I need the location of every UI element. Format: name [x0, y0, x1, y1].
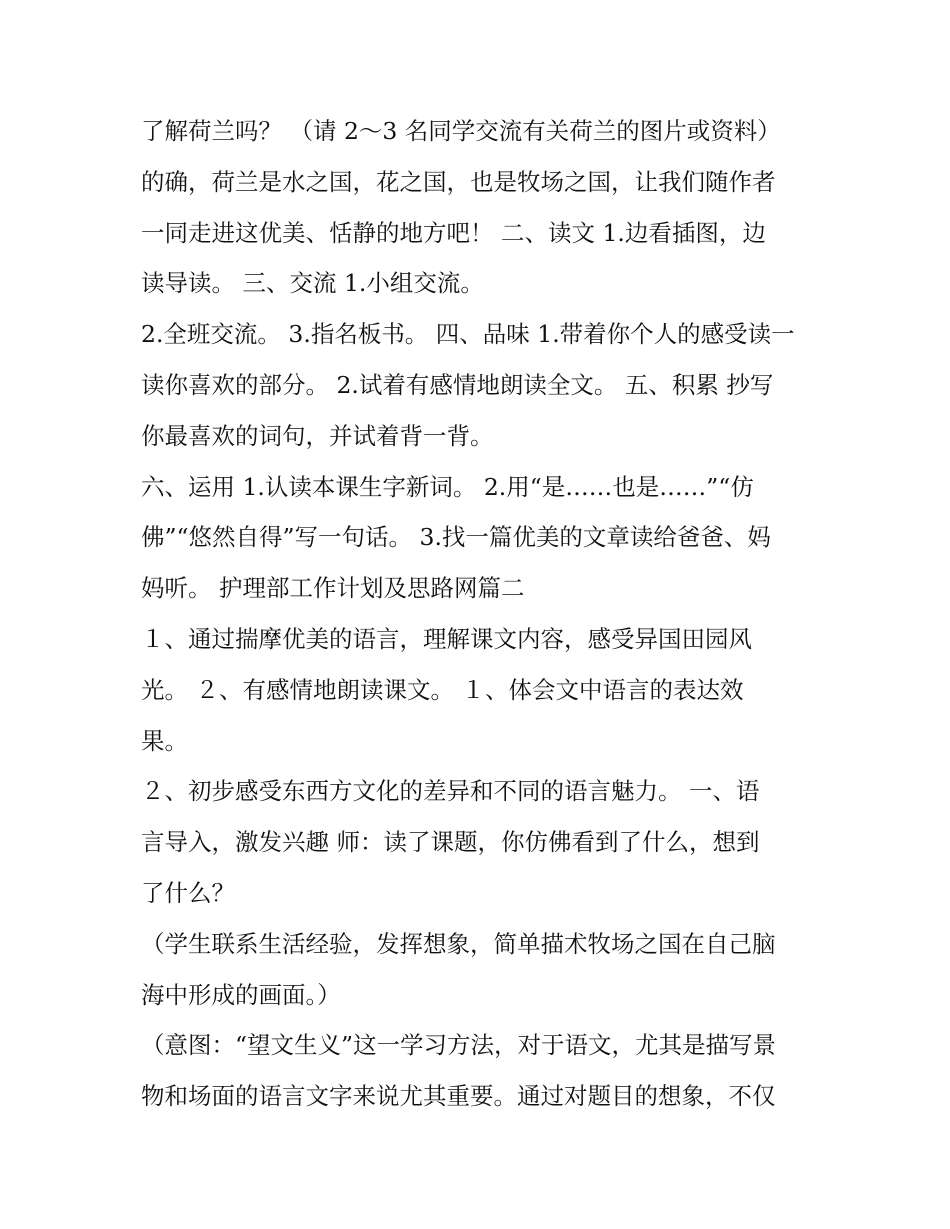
text-line: 2.全班交流。 3.指名板书。 四、品味 1.带着你个人的感受读一: [141, 320, 795, 349]
text-line: 光。 ２、有感情地朗读课文。 １、体会文中语言的表达效: [141, 675, 744, 704]
text-line: 了解荷兰吗？ （请 2～3 名同学交流有关荷兰的图片或资料）: [141, 117, 781, 145]
document-body: [141, 106, 821, 1122]
text-line: １、通过揣摩优美的语言，理解课文内容，感受异国田园风: [141, 624, 752, 653]
text-line: 果。: [141, 726, 188, 755]
text-line: 你最喜欢的词句，并试着背一背。: [141, 421, 494, 450]
text-line: 了什么？: [141, 878, 235, 907]
text-line: 六、运用 1.认读本课生字新词。 2.用“是……也是……”“仿: [141, 472, 754, 501]
text-line: 物和场面的语言文字来说尤其重要。通过对题目的想象，不仅: [141, 1082, 776, 1111]
text-line: 读你喜欢的部分。 2.试着有感情地朗读全文。 五、积累 抄写: [141, 370, 774, 399]
text-line: （学生联系生活经验，发挥想象，简单描术牧场之国在自己脑: [141, 929, 776, 958]
text-line: 一同走进这优美、恬静的地方吧！ 二、读文 1.边看插图，边: [141, 218, 766, 247]
text-line: 佛”“悠然自得”写一句话。 3.找一篇优美的文章读给爸爸、妈: [141, 523, 771, 552]
text-line: 的确，荷兰是水之国，花之国，也是牧场之国，让我们随作者: [141, 167, 776, 196]
text-line: 海中形成的画面。）: [141, 980, 341, 1009]
text-line: 读导读。 三、交流 1.小组交流。: [141, 269, 484, 298]
text-line: 言导入，激发兴趣 师：读了课题，你仿佛看到了什么，想到: [141, 828, 760, 857]
text-line: 妈听。 护理部工作计划及思路网篇二: [141, 574, 525, 603]
text-line: （意图：“望文生义”这一学习方法，对于语文，尤其是描写景: [141, 1031, 777, 1060]
text-line: ２、初步感受东西方文化的差异和不同的语言魅力。 一、语: [141, 777, 760, 806]
